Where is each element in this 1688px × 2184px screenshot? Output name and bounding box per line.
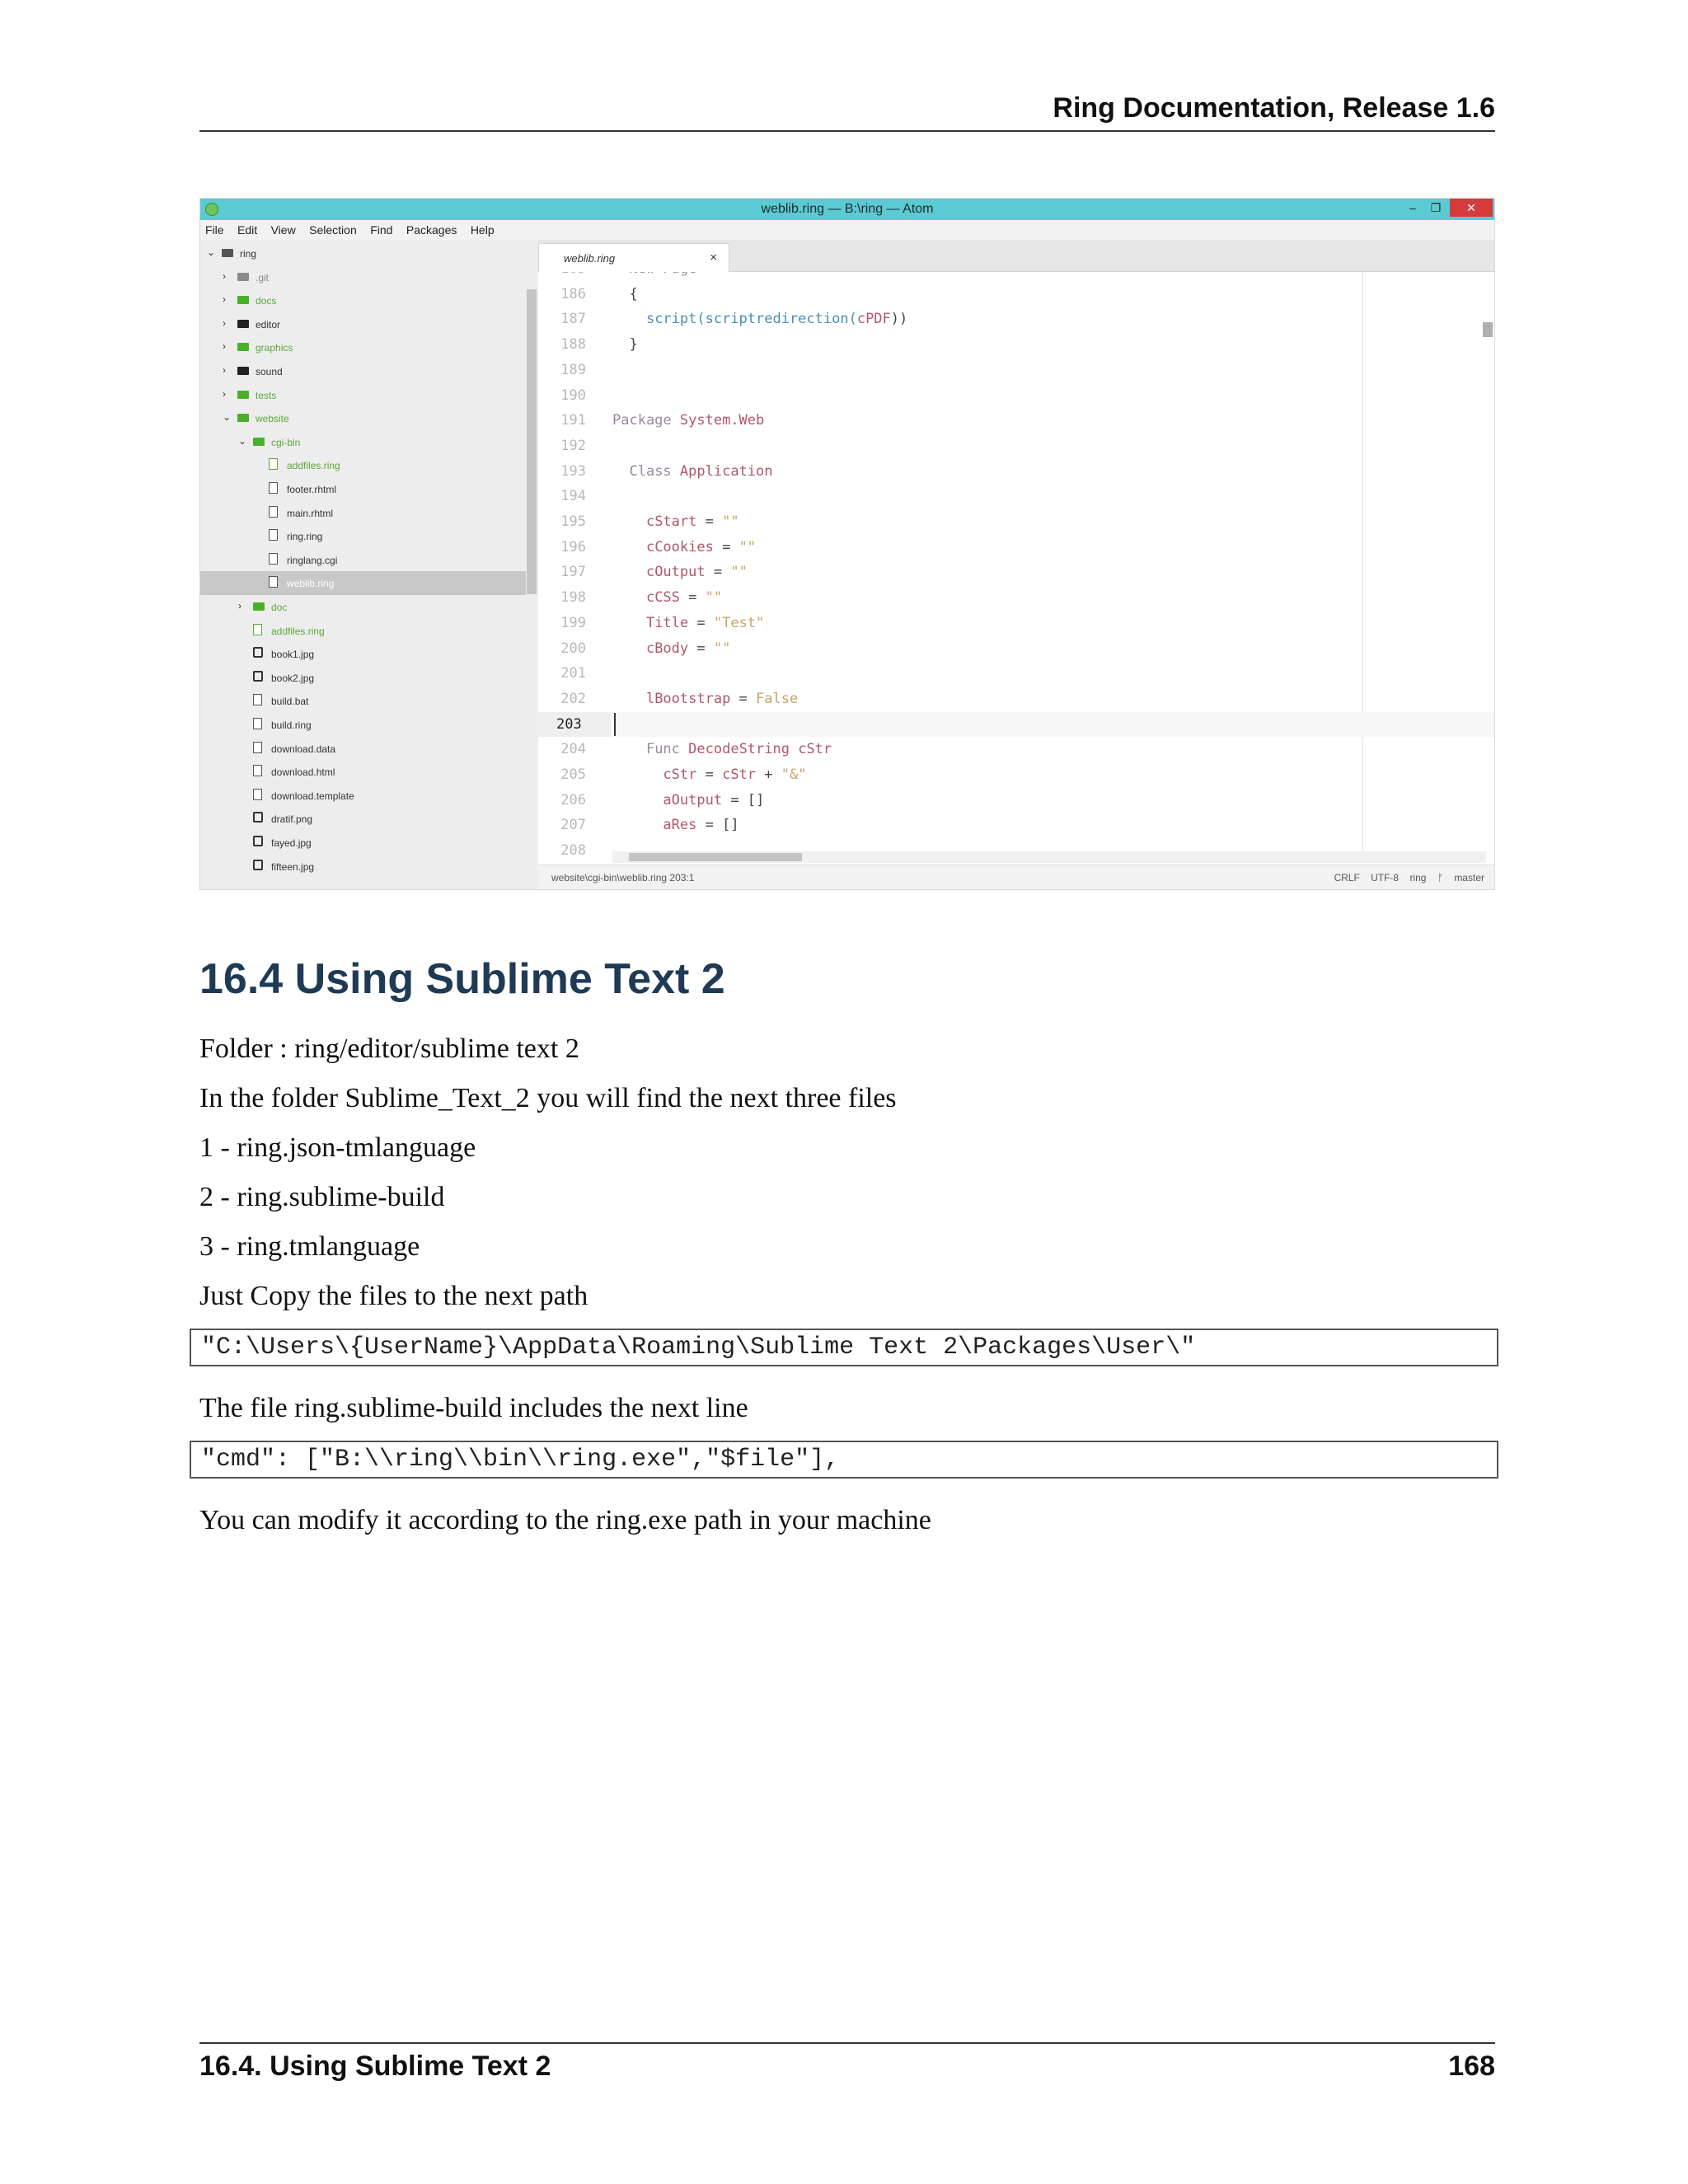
tree-item[interactable] — [200, 619, 526, 643]
tree-item[interactable] — [200, 453, 526, 477]
folder-icon — [237, 414, 249, 422]
line-number: 188 — [560, 336, 586, 354]
line-number: 201 — [560, 665, 586, 682]
copy-paragraph: Just Copy the files to the next path — [199, 1281, 588, 1311]
tree-item-label: editor — [256, 318, 281, 330]
tree-item-label: book1.jpg — [271, 649, 315, 661]
footer-section: 16.4. Using Sublime Text 2 — [199, 2050, 551, 2082]
tree-item-label: fifteen.jpg — [271, 860, 315, 873]
line-number: 207 — [560, 817, 586, 834]
modify-paragraph: You can modify it according to the ring.exe path in your machine — [199, 1505, 931, 1535]
project-tree — [200, 240, 538, 890]
tree-item[interactable] — [200, 477, 526, 501]
chevron-right-icon[interactable]: › — [223, 364, 226, 376]
code-line: aRes = [] — [663, 817, 739, 834]
file-icon — [269, 458, 278, 470]
intro-paragraph: In the folder Sublime_Text_2 you will find the next three files — [199, 1083, 897, 1113]
tree-item-label: build.ring — [271, 719, 312, 731]
line-number: 195 — [560, 513, 586, 530]
file-item-1: 1 - ring.json-tmlanguage — [199, 1132, 476, 1163]
chevron-right-icon[interactable]: › — [223, 316, 226, 329]
code-line: aOutput = [] — [663, 791, 765, 808]
folder-icon — [253, 438, 265, 446]
code-line: lBootstrap = False — [645, 690, 799, 707]
tree-item[interactable] — [200, 548, 526, 572]
code-line: Func DecodeString cStr — [645, 741, 832, 758]
folder-icon — [237, 296, 249, 304]
tree-item[interactable] — [200, 737, 526, 761]
code-line: script(scriptredirection(cPDF)) — [645, 311, 908, 328]
image-file-icon — [253, 671, 263, 682]
line-number: 199 — [560, 614, 586, 631]
line-number: 191 — [560, 412, 586, 429]
line-number: 186 — [560, 285, 586, 302]
file-icon — [253, 765, 262, 776]
tab-weblib-ring[interactable] — [538, 243, 729, 272]
atom-screenshot — [199, 198, 1495, 890]
menu-find[interactable]: Find — [370, 223, 393, 237]
status-info[interactable]: CRLF UTF-8 ring ᚠ master — [1334, 872, 1484, 883]
tree-item[interactable] — [200, 430, 526, 454]
tree-item-label: ringlang.cgi — [287, 554, 338, 566]
line-number: 198 — [560, 589, 586, 607]
line-number: 197 — [560, 564, 586, 581]
horizontal-scrollbar[interactable] — [612, 851, 1486, 863]
chevron-right-icon[interactable]: › — [223, 269, 226, 282]
line-number: 190 — [560, 387, 586, 404]
tree-item[interactable] — [200, 760, 526, 784]
code-line: cOutput = "" — [645, 564, 748, 581]
header-rule — [199, 130, 1495, 132]
tree-item-label: website — [256, 413, 289, 425]
folder-icon — [237, 391, 249, 399]
file-icon — [253, 789, 262, 800]
menu-help[interactable]: Help — [470, 223, 495, 237]
chevron-down-icon[interactable]: ⌄ — [238, 434, 247, 447]
status-file-path[interactable]: website\cgi-bin\weblib.ring 203:1 — [551, 872, 695, 883]
line-number: 187 — [560, 311, 586, 328]
chevron-right-icon[interactable]: › — [238, 600, 241, 612]
code-line: { — [612, 285, 638, 302]
line-number: 193 — [560, 462, 586, 480]
window-titlebar — [200, 199, 1494, 220]
editor-pane[interactable] — [538, 240, 1495, 890]
tree-item-label: download.html — [271, 766, 335, 779]
tree-item[interactable] — [200, 288, 526, 312]
folder-icon — [237, 367, 249, 375]
tree-item-label: main.rhtml — [287, 507, 334, 519]
tree-item-label: fayed.jpg — [271, 837, 312, 849]
line-number: 189 — [560, 361, 586, 378]
tree-item[interactable] — [200, 335, 526, 359]
image-file-icon — [253, 860, 263, 870]
maximize-icon[interactable]: ❐ — [1430, 201, 1442, 214]
menu-bar — [200, 220, 1494, 241]
tab-label: weblib.ring — [564, 252, 616, 265]
tree-item[interactable] — [200, 855, 526, 879]
folder-icon — [237, 273, 249, 281]
tree-item-label: tests — [256, 389, 277, 401]
tree-item-label: download.data — [271, 743, 336, 755]
menu-packages[interactable]: Packages — [406, 223, 457, 237]
file-icon — [269, 553, 278, 565]
status-bar — [538, 865, 1495, 890]
chevron-right-icon[interactable]: › — [223, 340, 226, 353]
tree-item-label: addfiles.ring — [271, 625, 325, 637]
repo-icon — [222, 249, 233, 257]
chevron-right-icon[interactable]: › — [223, 387, 226, 400]
section-heading: 16.4 Using Sublime Text 2 — [199, 955, 725, 1003]
file-icon — [253, 624, 262, 635]
code-line: Title = "Test" — [645, 614, 765, 631]
chevron-down-icon[interactable]: ⌄ — [223, 411, 232, 424]
file-icon — [269, 482, 278, 494]
footer-rule — [199, 2042, 1495, 2044]
file-icon — [253, 742, 262, 753]
vertical-scrollbar[interactable] — [1483, 322, 1493, 337]
tab-bar — [538, 240, 1495, 272]
tree-item-label: dratif.png — [271, 813, 313, 826]
line-number: 208 — [560, 842, 586, 860]
chevron-down-icon[interactable]: ⌄ — [207, 246, 216, 258]
tree-item-label: cgi-bin — [271, 436, 301, 448]
minimize-icon[interactable]: – — [1409, 201, 1416, 214]
code-line: cBody = "" — [645, 640, 731, 657]
image-file-icon — [253, 647, 263, 658]
page-number: 168 — [1448, 2050, 1495, 2082]
tree-item-label: graphics — [256, 342, 293, 354]
code-line: cStart = "" — [645, 513, 739, 530]
tree-item[interactable] — [200, 595, 526, 619]
tree-item[interactable] — [200, 689, 526, 713]
tree-item-label: ring.ring — [287, 531, 323, 543]
tab-close-icon[interactable]: × — [710, 251, 717, 265]
tree-item-label: .git — [256, 271, 270, 284]
line-number: 194 — [560, 488, 586, 505]
tree-item-label: weblib.ring — [287, 578, 335, 590]
tree-item[interactable] — [200, 265, 526, 289]
code-line: cStr = cStr + "&" — [663, 766, 807, 783]
build-paragraph: The file ring.sublime-build includes the next line — [199, 1393, 748, 1423]
tree-item[interactable] — [200, 524, 526, 548]
line-number: 192 — [560, 437, 586, 454]
tree-item[interactable] — [200, 501, 526, 525]
line-number: 196 — [560, 538, 586, 555]
tree-item[interactable] — [200, 312, 526, 336]
line-number: 203 — [538, 712, 611, 737]
folder-icon — [253, 602, 265, 611]
tree-item-label: download.template — [271, 790, 354, 802]
tree-item-label: footer.rhtml — [287, 484, 337, 495]
tree-scrollbar[interactable] — [527, 289, 537, 594]
tree-item-label: docs — [256, 295, 277, 307]
tree-item-label: addfiles.ring — [287, 460, 340, 472]
image-file-icon — [253, 836, 263, 846]
file-icon — [269, 506, 278, 518]
tree-item[interactable] — [200, 241, 526, 265]
folder-icon — [237, 320, 249, 328]
horizontal-scroll-thumb[interactable] — [629, 853, 802, 861]
code-line: Package System.Web — [612, 412, 765, 429]
tree-item[interactable] — [200, 807, 526, 831]
tree-item-label: ring — [240, 248, 257, 260]
tree-item[interactable] — [200, 571, 526, 595]
running-header: Ring Documentation, Release 1.6 — [1053, 92, 1495, 124]
tree-item[interactable] — [200, 666, 526, 690]
tree-item-label: book2.jpg — [271, 672, 315, 684]
file-item-2: 2 - ring.sublime-build — [199, 1182, 445, 1212]
image-file-icon — [253, 812, 263, 823]
cmd-code-block: "cmd": ["B:\\ring\\bin\\ring.exe","$file"], — [190, 1441, 1498, 1479]
code-line: cCookies = "" — [645, 538, 757, 555]
tree-item[interactable] — [200, 642, 526, 666]
menu-edit[interactable]: Edit — [237, 223, 258, 237]
line-number: 200 — [560, 640, 586, 657]
tree-item-label: sound — [256, 366, 283, 377]
file-item-3: 3 - ring.tmlanguage — [199, 1231, 420, 1262]
file-icon — [269, 576, 278, 588]
path-code-block: "C:\Users\{UserName}\AppData\Roaming\Sublime Text 2\Packages\User\" — [190, 1329, 1498, 1366]
tree-item-label: build.bat — [271, 696, 309, 708]
menu-selection[interactable]: Selection — [309, 223, 357, 237]
file-icon — [253, 718, 262, 729]
line-number: 204 — [560, 741, 586, 758]
tree-item[interactable] — [200, 713, 526, 737]
chevron-right-icon[interactable]: › — [223, 293, 226, 306]
menu-file[interactable]: File — [205, 223, 224, 237]
folder-line: Folder : ring/editor/sublime text 2 — [199, 1033, 579, 1064]
current-line-highlight — [611, 712, 1494, 737]
tree-item[interactable] — [200, 784, 526, 808]
line-number: 205 — [560, 766, 586, 783]
file-icon — [253, 694, 262, 705]
close-icon[interactable]: ✕ — [1450, 199, 1493, 217]
folder-icon — [237, 343, 249, 351]
tree-item-label: doc — [271, 602, 288, 613]
line-number: 206 — [560, 791, 586, 808]
tree-item[interactable] — [200, 406, 526, 430]
tree-item[interactable] — [200, 359, 526, 383]
code-line: cCSS = "" — [645, 589, 723, 607]
tree-item[interactable] — [200, 383, 526, 407]
file-icon — [269, 529, 278, 541]
menu-view[interactable]: View — [270, 223, 296, 237]
code-line: } — [612, 336, 638, 354]
tree-item[interactable] — [200, 831, 526, 855]
line-number: 202 — [560, 690, 586, 707]
window-title: weblib.ring — B:\ring — Atom — [761, 202, 934, 216]
code-line: Class Application — [629, 462, 773, 480]
text-cursor — [614, 713, 616, 736]
